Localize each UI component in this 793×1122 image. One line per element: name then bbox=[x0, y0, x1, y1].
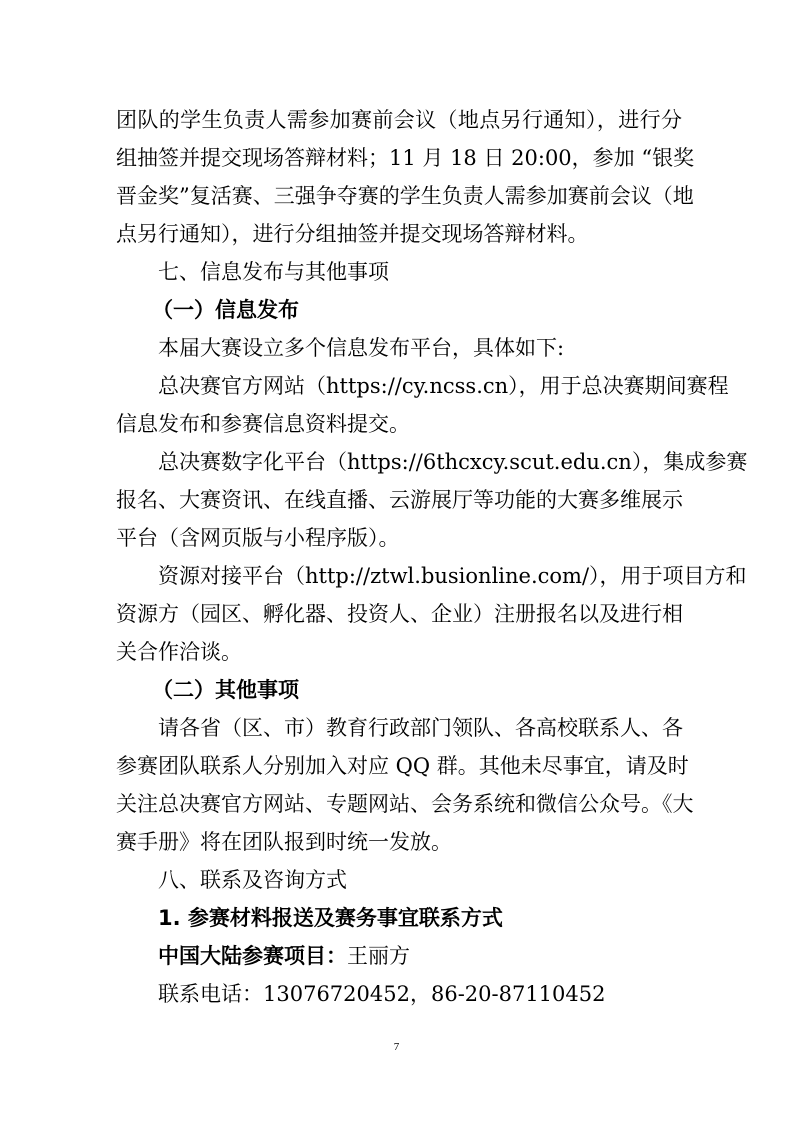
page-number: 7 bbox=[393, 1041, 400, 1053]
subheading-info-release: （一）信息发布 bbox=[152, 298, 299, 322]
paragraph-line: 参赛团队联系人分别加入对应 QQ 群。其他未尽事宜，请及时 bbox=[116, 754, 689, 778]
mainland-label: 中国大陆参赛项目： bbox=[158, 944, 347, 968]
paragraph-line: 平台（含网页版与小程序版）。 bbox=[116, 526, 400, 550]
paragraph-line: 团队的学生负责人需参加赛前会议（地点另行通知），进行分 bbox=[116, 108, 682, 132]
mainland-contact-line bbox=[158, 941, 410, 971]
paragraph-line: 请各省（区、市）教育行政部门领队、各高校联系人、各 bbox=[158, 716, 683, 740]
paragraph-line: 资源方（园区、孵化器、投资人、企业）注册报名以及进行相 bbox=[116, 602, 683, 626]
paragraph-line: 信息发布和参赛信息资料提交。 bbox=[116, 412, 410, 436]
paragraph-line: 关合作洽谈。 bbox=[116, 640, 242, 664]
paragraph-line: 本届大赛设立多个信息发布平台，具体如下: bbox=[158, 336, 565, 360]
section-heading-8: 八、联系及咨询方式 bbox=[158, 868, 347, 892]
phone-line: 联系电话：13076720452，86-20-87110452 bbox=[158, 982, 606, 1006]
contact-heading: 1. 参赛材料报送及赛务事宜联系方式 bbox=[158, 906, 503, 930]
paragraph-line: 资源对接平台（http://ztwl.busionline.com/），用于项目方和 bbox=[158, 564, 747, 588]
paragraph-line: 点另行通知），进行分组抽签并提交现场答辩材料。 bbox=[116, 222, 589, 246]
paragraph-line: 晋金奖”复活赛、三强争夺赛的学生负责人需参加赛前会议（地 bbox=[116, 184, 694, 208]
paragraph-line: 关注总决赛官方网站、专题网站、会务系统和微信公众号。《大 bbox=[116, 792, 694, 816]
paragraph-line: 报名、大赛资讯、在线直播、云游展厅等功能的大赛多维展示 bbox=[116, 488, 683, 512]
paragraph-line: 赛手册》将在团队报到时统一发放。 bbox=[116, 830, 452, 854]
paragraph-line: 总决赛数字化平台（https://6thcxcy.scut.edu.cn），集成参赛 bbox=[158, 450, 748, 474]
paragraph-line: 总决赛官方网站（https://cy.ncss.cn），用于总决赛期间赛程 bbox=[158, 374, 729, 398]
mainland-name: 王丽方 bbox=[347, 944, 410, 968]
subheading-other-matters: （二）其他事项 bbox=[152, 678, 299, 702]
paragraph-line: 组抽签并提交现场答辩材料；11 月 18 日 20:00，参加 “银奖 bbox=[116, 146, 695, 170]
section-heading-7: 七、信息发布与其他事项 bbox=[158, 260, 389, 284]
